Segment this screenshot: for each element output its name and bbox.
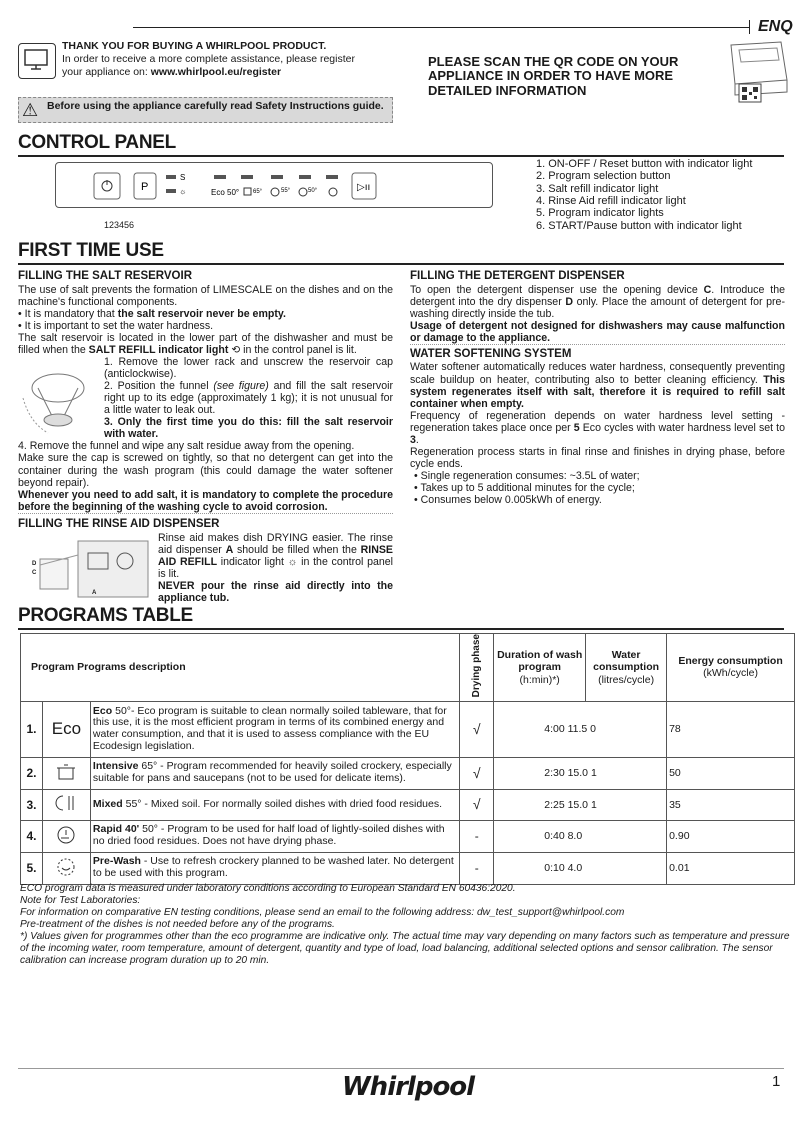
salt-steps bbox=[104, 356, 393, 440]
row-duration-water: 2:30 15.0 1 bbox=[494, 757, 667, 789]
table-row bbox=[21, 852, 795, 884]
svg-text:65°: 65° bbox=[253, 189, 263, 195]
safety-warning-banner: Before using the appliance carefully read Safety Instructions guide. bbox=[18, 97, 393, 123]
programs-rule bbox=[18, 628, 784, 630]
salt-step: 4. Remove the funnel and wipe any salt residue away from the opening. bbox=[18, 440, 355, 453]
fig-label-c: C bbox=[32, 570, 37, 576]
control-panel-diagram bbox=[55, 162, 493, 208]
svg-text:P: P bbox=[141, 181, 149, 193]
salt-step: 3. Only the first time you do this: fill the salt reservoir with water. bbox=[104, 416, 393, 441]
softening-title: WATER SOFTENING SYSTEM bbox=[410, 347, 572, 360]
thanks-title: THANK YOU FOR BUYING A WHIRLPOOL PRODUCT. bbox=[62, 40, 327, 52]
svg-text:55°: 55° bbox=[281, 188, 291, 194]
programs-table-title: PROGRAMS TABLE bbox=[18, 605, 193, 626]
salt-refill-icon: ⟲ bbox=[231, 343, 241, 356]
row-duration-water: 0:40 8.0 bbox=[494, 820, 667, 852]
header-duration: Duration of wash program (h:min)*) bbox=[494, 634, 586, 702]
legend-item: 1. ON-OFF / Reset button with indicator light bbox=[536, 158, 753, 170]
softening-bullet: • Consumes below 0.005kWh of energy. bbox=[414, 494, 785, 506]
row-energy: 50 bbox=[667, 757, 795, 789]
softening-process: Regeneration process starts in final rinse and finishes in drying phase, before cycle ends. bbox=[410, 445, 785, 470]
legend-item: 6. START/Pause button with indicator light bbox=[536, 219, 742, 232]
whirlpool-logo: Whirlpool bbox=[342, 1072, 475, 1102]
rinse-aid-icon: ☼ bbox=[287, 555, 298, 568]
fig-label-d: D bbox=[32, 561, 37, 567]
svg-text:☼: ☼ bbox=[179, 187, 187, 196]
programs-table bbox=[20, 633, 795, 885]
eco-icon: Eco bbox=[42, 701, 90, 757]
salt-cap-note: Make sure the cap is screwed on tightly, so that no detergent can get into the container during the wash program (this could damage the water softener beyond repair). bbox=[18, 452, 393, 489]
row-duration-water: 0:10 4.0 bbox=[494, 852, 667, 884]
fig-label-a: A bbox=[92, 590, 97, 596]
rinse-warning: NEVER pour the rinse aid directly into the appliance tub. bbox=[158, 579, 393, 604]
qr-appliance-illustration bbox=[721, 40, 797, 112]
footnote: ECO program data is measured under laboratory conditions according to European Standard EN 60436:2020. bbox=[20, 883, 516, 894]
monitor-icon bbox=[18, 43, 56, 79]
svg-text:Eco 50°: Eco 50° bbox=[211, 188, 240, 197]
row-description: Rapid 40' 50° - Program to be used for half load of lightly-soiled dishes with no dried food residues. Does not have drying phase. bbox=[90, 820, 459, 852]
salt-title: FILLING THE SALT RESERVOIR bbox=[18, 270, 192, 282]
row-number: 3. bbox=[21, 789, 43, 820]
salt-warning: Whenever you need to add salt, it is mandatory to complete the procedure before the beginning of the washing cycle to avoid corrosion. bbox=[18, 488, 393, 513]
salt-funnel-illustration bbox=[18, 358, 104, 438]
svg-text:50°: 50° bbox=[308, 188, 318, 194]
table-row bbox=[21, 701, 795, 757]
footnotes bbox=[20, 883, 790, 967]
footer-rule bbox=[18, 1068, 784, 1069]
row-description: Mixed 55° - Mixed soil. For normally soiled dishes with dried food residues. bbox=[90, 789, 459, 820]
footnote: Pre-treatment of the dishes is not needed before any of the programs. bbox=[20, 918, 335, 930]
softening-bullet: • Single regeneration consumes: ~3.5L of water; bbox=[414, 470, 785, 482]
footnote: For information on comparative EN testing conditions, please send an email to the following address: dw_test_support@whirlpool.com bbox=[20, 906, 625, 918]
footnote: *) Values given for programmes other than the eco programme are indicative only. The actual time may vary depending on many factors such as temperature and pressure of the incoming water, room temperature, amount of detergent, quantity and type of load, load balancing, additional selected options and sensor calibration. The sensor calibration can increase program duration up to 20 min. bbox=[20, 930, 790, 966]
salt-bullet: • It is important to set the water hardness. bbox=[18, 320, 393, 332]
prewash-icon bbox=[42, 852, 90, 884]
svg-text:S: S bbox=[180, 173, 186, 182]
row-number: 5. bbox=[21, 852, 43, 884]
softening-intro: Water softener automatically reduces water hardness, consequently preventing scale buildup on heater, contributing also to better cleaning efficiency. This system regenerates itself with salt, therefore it is required to refill salt container when empty. bbox=[410, 361, 785, 410]
detergent-section bbox=[410, 270, 785, 506]
thanks-line1: In order to receive a more complete assistance, please register bbox=[62, 52, 355, 65]
row-duration-water: 4:00 11.5 0 bbox=[494, 701, 667, 757]
svg-text:▷ıı: ▷ıı bbox=[357, 182, 371, 193]
page-number: 1 bbox=[772, 1073, 781, 1090]
detergent-text: To open the detergent dispenser use the opening device C. Introduce the detergent into the dry dispenser D only. Place the amount of detergent for pre-washing directly inside the tub. bbox=[410, 283, 785, 320]
thanks-line2: your appliance on: bbox=[62, 65, 151, 78]
table-header-row bbox=[21, 634, 795, 702]
footnote: Note for Test Laboratories: bbox=[20, 894, 141, 906]
control-panel-title: CONTROL PANEL bbox=[18, 132, 176, 153]
rinse-title: FILLING THE RINSE AID DISPENSER bbox=[18, 518, 220, 530]
salt-intro: The use of salt prevents the formation of LIMESCALE on the dishes and on the machine's functional components. bbox=[18, 283, 393, 308]
row-drying: - bbox=[460, 852, 494, 884]
panel-callout-numbers: 123456 bbox=[104, 220, 135, 230]
header-rule-tick bbox=[749, 20, 750, 34]
legend-item: 3. Salt refill indicator light bbox=[536, 182, 659, 195]
row-energy: 0.01 bbox=[667, 852, 795, 884]
first-time-use-title: FIRST TIME USE bbox=[18, 240, 164, 261]
row-drying: - bbox=[460, 820, 494, 852]
rapid-icon bbox=[42, 820, 90, 852]
row-duration-water: 2:25 15.0 1 bbox=[494, 789, 667, 820]
row-description: Eco 50°- Eco program is suitable to clean normally soiled tableware, that for this use, it is the most efficient program in terms of its combined energy and water consumption, and that it is used to assess compliance with the EU Ecodesign legislation. bbox=[90, 701, 459, 757]
legend-item: 5. Program indicator lights bbox=[536, 207, 664, 220]
row-energy: 78 bbox=[667, 701, 795, 757]
row-energy: 0.90 bbox=[667, 820, 795, 852]
row-drying: √ bbox=[460, 757, 494, 789]
language-code: ENQ bbox=[758, 18, 793, 35]
salt-step: 2. Position the funnel (see figure) and fill the salt reservoir right up to its edge (approximately 1 kg); it is not unusual for a little water to leak out. bbox=[104, 380, 393, 417]
control-panel-rule bbox=[18, 155, 784, 157]
row-number: 4. bbox=[21, 820, 43, 852]
row-energy: 35 bbox=[667, 789, 795, 820]
control-panel-legend bbox=[536, 158, 796, 232]
row-description: Intensive 65° - Program recommended for heavily soiled crockery, especially suitable for pans and saucepans (not to be used for delicate items). bbox=[90, 757, 459, 789]
register-link[interactable]: www.whirlpool.eu/register bbox=[150, 65, 282, 78]
row-number: 1. bbox=[21, 701, 43, 757]
header-water: Water consumption (litres/cycle) bbox=[586, 634, 667, 702]
legend-item: 2. Program selection button bbox=[536, 170, 671, 183]
table-row bbox=[21, 820, 795, 852]
warning-icon: ⚠ bbox=[22, 100, 39, 120]
qr-instruction: PLEASE SCAN THE QR CODE ON YOUR APPLIANCE IN ORDER TO HAVE MORE DETAILED INFORMATION bbox=[428, 54, 679, 98]
dispenser-illustration bbox=[30, 535, 152, 601]
table-row bbox=[21, 757, 795, 789]
softening-bullet: • Takes up to 5 additional minutes for the cycle; bbox=[414, 482, 785, 494]
detergent-warning: Usage of detergent not designed for dishwashers may cause malfunction or damage to the appliance. bbox=[410, 319, 785, 344]
thanks-block bbox=[62, 40, 402, 78]
salt-step: 1. Remove the lower rack and unscrew the reservoir cap (anticlockwise). bbox=[104, 355, 393, 380]
header-program: Program Programs description bbox=[21, 634, 460, 702]
legend-item: 4. Rinse Aid refill indicator light bbox=[536, 194, 686, 207]
row-drying: √ bbox=[460, 789, 494, 820]
rinse-text: Rinse aid makes dish DRYING easier. The rinse aid dispenser A should be filled when the RINSE AID REFILL indicator light ☼ in the control panel is lit. bbox=[158, 531, 394, 580]
header-energy: Energy consumption (kWh/cycle) bbox=[667, 634, 795, 702]
first-time-rule bbox=[18, 263, 784, 265]
row-drying: √ bbox=[460, 701, 494, 757]
row-number: 2. bbox=[21, 757, 43, 789]
detergent-title: FILLING THE DETERGENT DISPENSER bbox=[410, 270, 625, 282]
header-rule bbox=[133, 27, 750, 28]
header-drying: Drying phase bbox=[460, 634, 494, 702]
salt-location: The salt reservoir is located in the lower part of the dishwasher and must be filled when the SALT REFILL indicator light ⟲ in the control panel is lit. bbox=[18, 331, 393, 356]
intensive-pot-icon bbox=[42, 757, 90, 789]
salt-bullet: • It is mandatory that the salt reservoir never be empty. bbox=[18, 308, 393, 320]
softening-frequency: Frequency of regeneration depends on water hardness level setting - regeneration takes place once per 5 Eco cycles with water hardness level set to 3. bbox=[410, 409, 785, 446]
row-description: Pre-Wash - Use to refresh crockery planned to be washed later. No detergent to be used with this program. bbox=[90, 852, 459, 884]
table-row bbox=[21, 789, 795, 820]
mixed-icon bbox=[42, 789, 90, 820]
